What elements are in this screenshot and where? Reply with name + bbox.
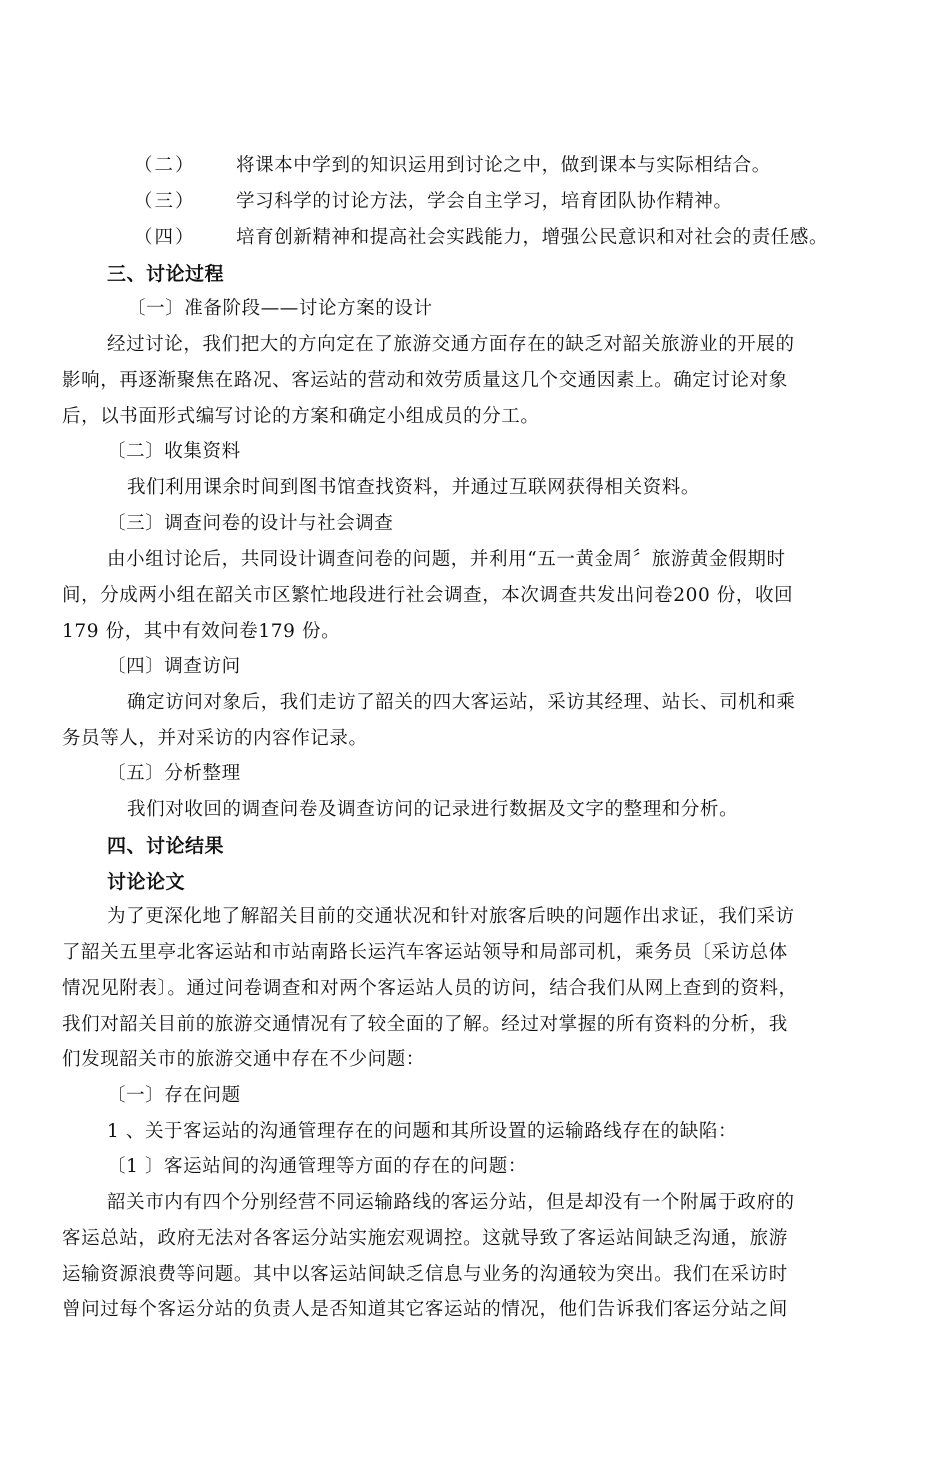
paragraph-line: 我们对韶关目前的旅游交通情况有了较全面的了解。经过对掌握的所有资料的分析，我 (62, 1014, 788, 1035)
paragraph-line: 后，以书面形式编写讨论的方案和确定小组成员的分工。 (62, 406, 540, 427)
paragraph-line: 间，分成两小组在韶关市区繁忙地段进行社会调查，本次调查共发出问卷200 份，收回 (62, 585, 794, 606)
objective-text: 学习科学的讨论方法，学会自主学习，培育团队协作精神。 (236, 191, 733, 212)
subsection-title: 〔一〕存在问题 (107, 1085, 241, 1106)
paragraph-line: 为了更深化地了解韶关目前的交通状况和针对旅客后映的问题作出求证，我们采访 (107, 906, 795, 927)
paragraph-line: 我们对收回的调查问卷及调查访问的记录进行数据及文字的整理和分析。 (127, 799, 739, 820)
paragraph-line: 务员等人，并对采访的内容作记录。 (62, 728, 368, 749)
paragraph-line: 确定访问对象后，我们走访了韶关的四大客运站，采访其经理、站长、司机和乘 (127, 692, 796, 713)
list-point: 1 、关于客运站的沟通管理存在的问题和其所设置的运输路线存在的缺陷： (107, 1121, 738, 1142)
paragraph-line: 了韶关五里亭北客运站和市站南路长运汽车客运站领导和局部司机，乘务员〔采访总体 (62, 942, 788, 963)
subsection-title: 〔三〕调查问卷的设计与社会调查 (107, 513, 394, 534)
objective-text: 将课本中学到的知识运用到讨论之中，做到课本与实际相结合。 (236, 155, 771, 176)
paragraph-line: 经过讨论，我们把大的方向定在了旅游交通方面存在的缺乏对韶关旅游业的开展的 (107, 334, 795, 355)
paragraph-line: 曾问过每个客运分站的负责人是否知道其它客运站的情况，他们告诉我们客运分站之间 (62, 1299, 788, 1320)
paragraph-line: 由小组讨论后，共同设计调查问卷的问题，并利用“五一黄金周〞旅游黄金假期时 (107, 549, 786, 570)
objective-number: （四） (134, 227, 196, 248)
section-heading: 四、讨论结果 (107, 835, 225, 857)
subsection-title: 〔二〕收集资料 (107, 441, 241, 462)
objective-text: 培育创新精神和提高社会实践能力，增强公民意识和对社会的责任感。 (236, 227, 829, 248)
subsection-title: 〔一〕准备阶段——讨论方案的设计 (127, 298, 433, 319)
paragraph-line: 情况见附表〕。通过问卷调查和对两个客运站人员的访问，结合我们从网上查到的资料， (62, 978, 798, 999)
subsection-title: 〔四〕调查访问 (107, 656, 241, 677)
section-heading: 三、讨论过程 (107, 263, 225, 285)
paragraph-line: 运输资源浪费等问题。其中以客运站间缺乏信息与业务的沟通较为突出。我们在采访时 (62, 1264, 788, 1285)
paragraph-line: 我们利用课余时间到图书馆查找资料，并通过互联网获得相关资料。 (127, 477, 701, 498)
paragraph-line: 们发现韶关市的旅游交通中存在不少问题： (62, 1049, 425, 1070)
paragraph-line: 179 份，其中有效问卷179 份。 (62, 621, 341, 642)
paragraph-line: 影响，再逐渐聚焦在路况、客运站的营动和效劳质量这几个交通因素上。确定讨论对象 (62, 370, 788, 391)
paragraph-line: 韶关市内有四个分别经营不同运输路线的客运分站，但是却没有一个附属于政府的 (107, 1192, 795, 1213)
paragraph-line: 客运总站，政府无法对各客运分站实施宏观调控。这就导致了客运站间缺乏沟通，旅游 (62, 1228, 788, 1249)
objective-number: （二） (134, 155, 196, 176)
subsection-title: 〔五〕分析整理 (107, 763, 241, 784)
section-subheading: 讨论论文 (107, 871, 186, 893)
list-subpoint: 〔1 〕客运站间的沟通管理等方面的存在的问题： (107, 1156, 527, 1177)
objective-number: （三） (134, 191, 196, 212)
